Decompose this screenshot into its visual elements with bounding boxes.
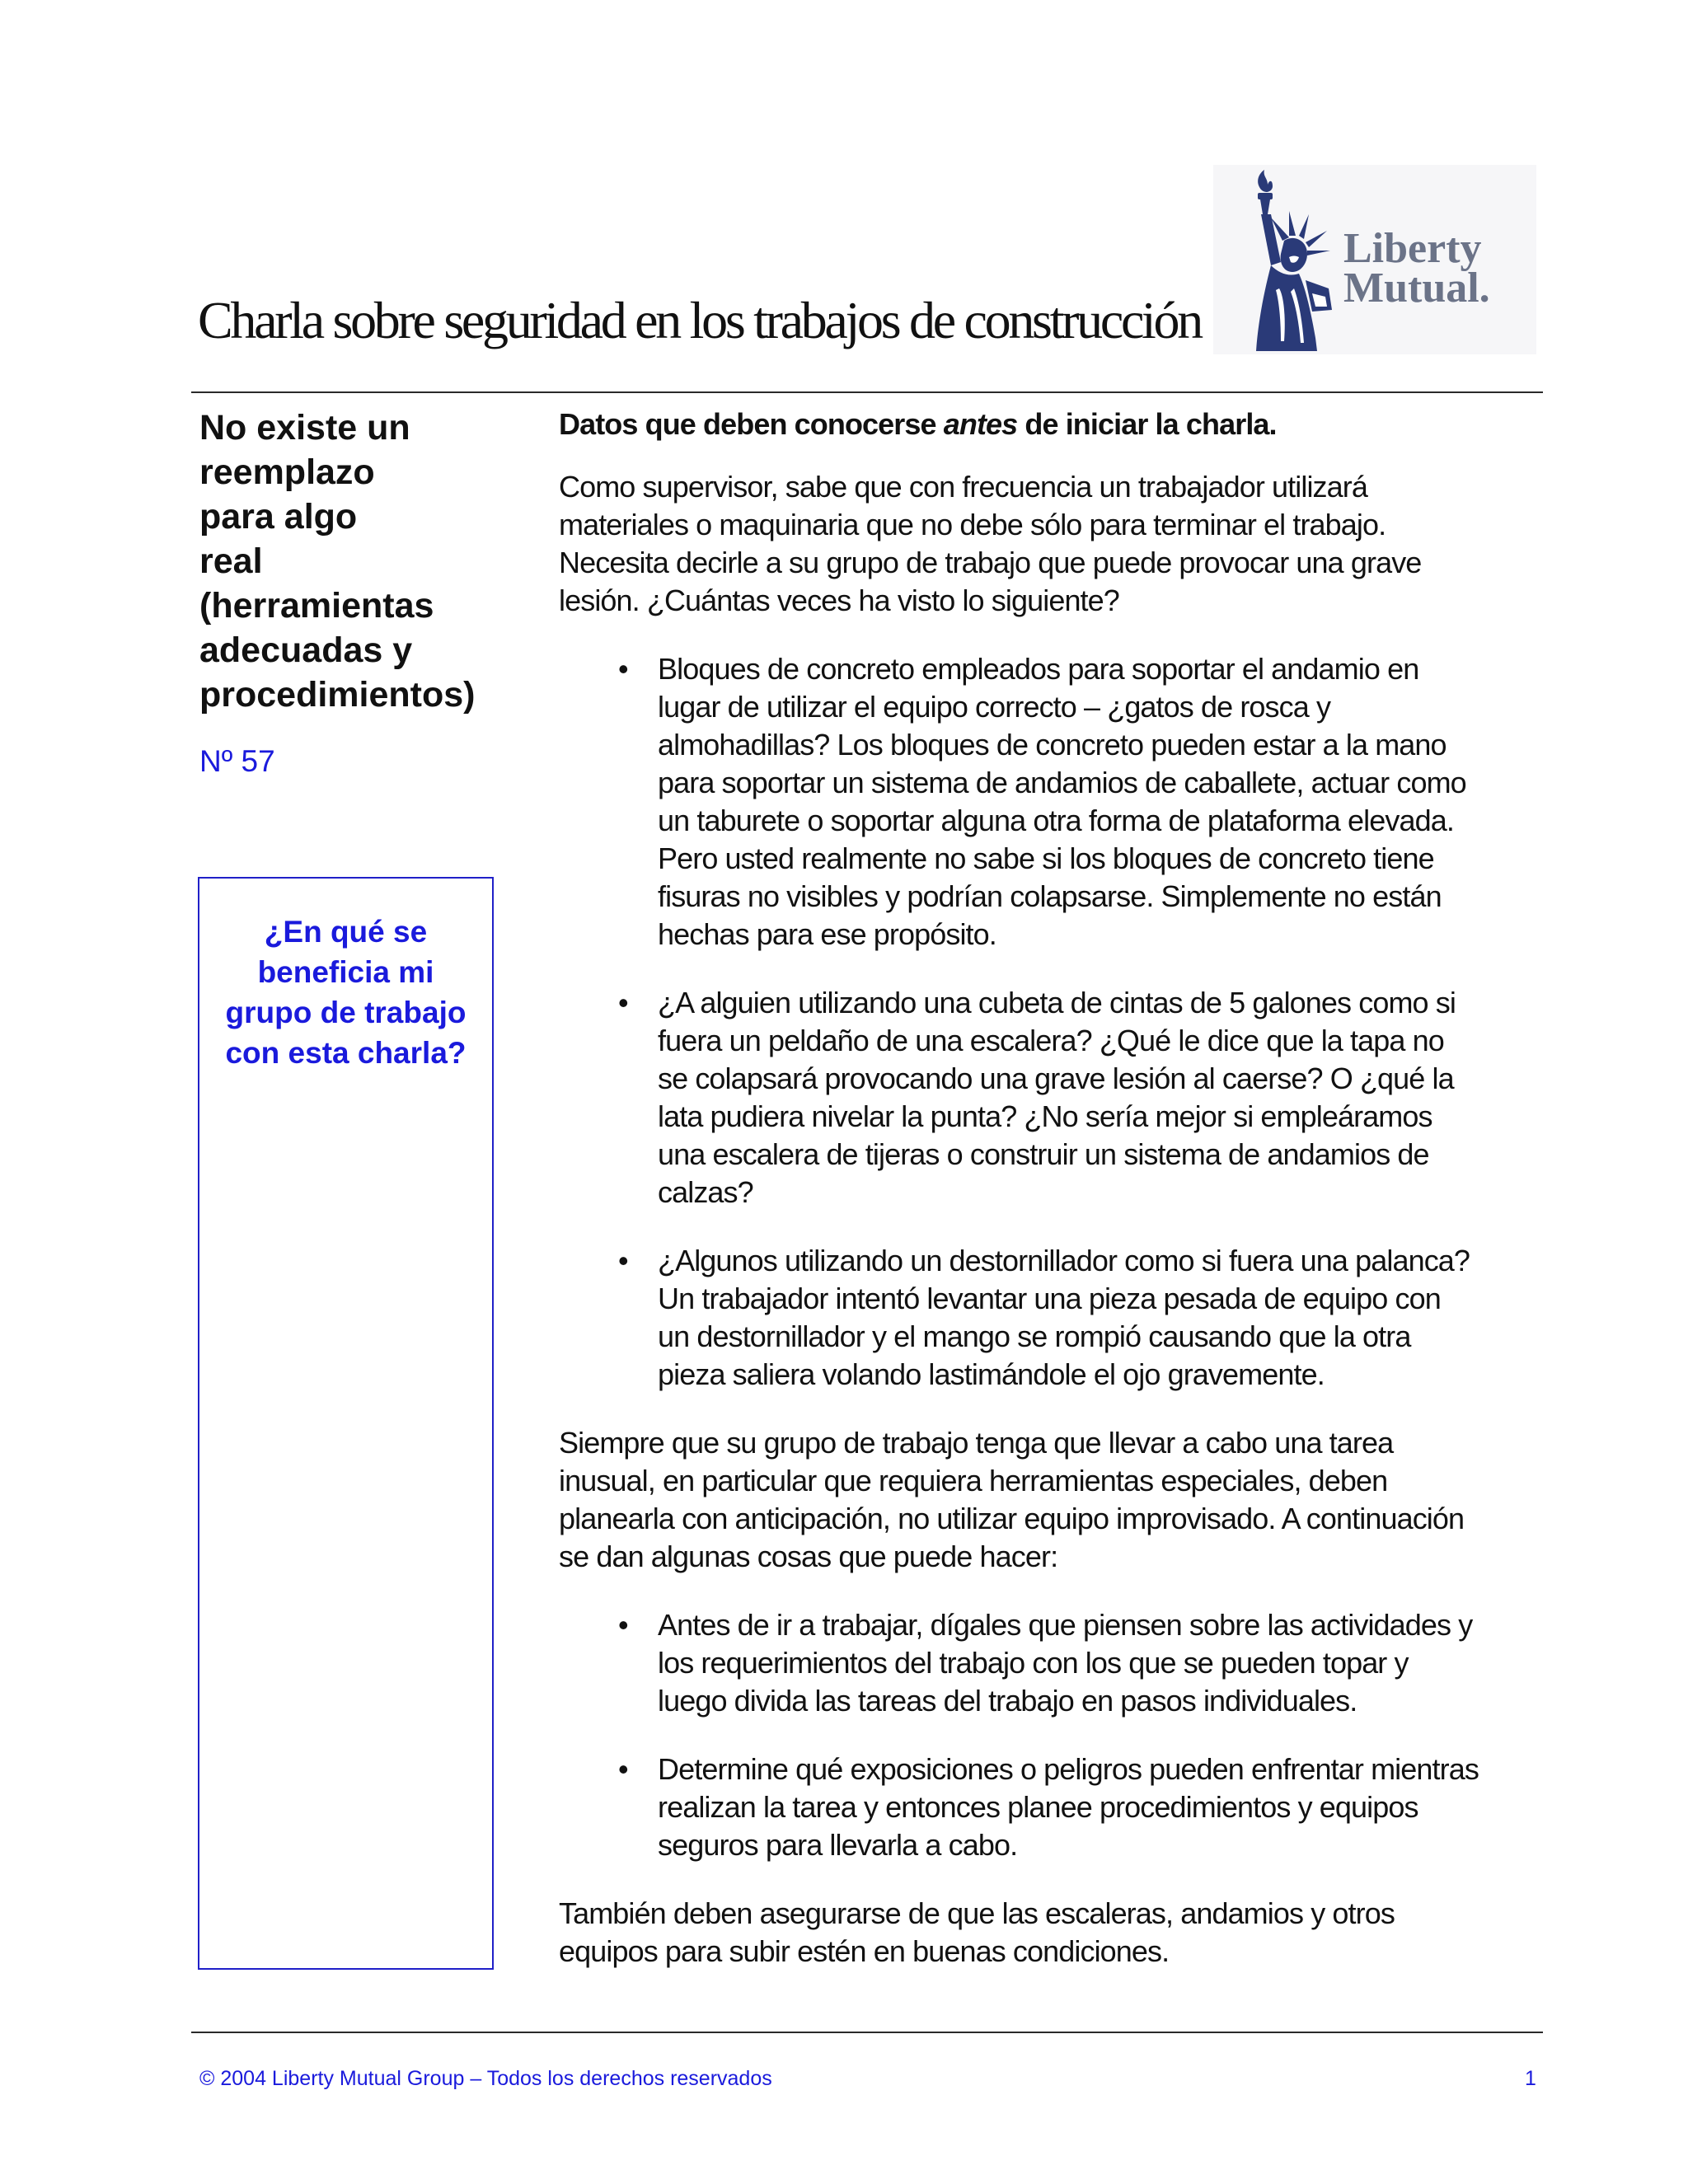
text-line: Antes de ir a trabajar, dígales que piensen sobre las actividades y — [658, 1608, 1473, 1642]
intro-paragraph — [559, 468, 1548, 620]
list-item — [559, 1750, 1548, 1864]
subhead-text: Datos que deben conocerse — [559, 407, 944, 441]
text-line: un destornillador y el mango se rompió causando que la otra — [658, 1319, 1411, 1353]
text-line: lugar de utilizar el equipo correcto – ¿gatos de rosca y — [658, 690, 1331, 724]
text-line: seguros para llevarla a cabo. — [658, 1828, 1018, 1862]
text-line: Como supervisor, sabe que con frecuencia un trabajador utilizará — [559, 470, 1367, 504]
benefit-box — [198, 877, 494, 1970]
heading-line: adecuadas y — [199, 630, 413, 670]
text-line: Siempre que su grupo de trabajo tenga que llevar a cabo una tarea — [559, 1426, 1394, 1460]
text-line: materiales o maquinaria que no debe sólo para terminar el trabajo. — [559, 508, 1386, 541]
text-line: lesión. ¿Cuántas veces ha visto lo siguiente? — [559, 583, 1119, 617]
text-line: realizan la tarea y entonces planee procedimientos y equipos — [658, 1790, 1418, 1824]
bullet-icon: • — [618, 1244, 628, 1277]
text-line: fuera un peldaño de una escalera? ¿Qué le dice que la tapa no — [658, 1024, 1444, 1057]
text-line: calzas? — [658, 1175, 753, 1209]
list-item — [559, 1242, 1548, 1394]
closing-paragraph — [559, 1895, 1548, 1971]
talk-topic-heading — [199, 405, 513, 717]
text-line: Determine qué exposiciones o peligros pueden enfrentar mientras — [658, 1752, 1479, 1786]
page-number: 1 — [1525, 2067, 1536, 2090]
benefit-question — [199, 879, 492, 1073]
benefit-line: ¿En qué se — [264, 915, 428, 949]
benefit-line: con esta charla? — [225, 1036, 467, 1070]
section-subheading — [559, 405, 1548, 443]
footer-divider — [191, 2032, 1543, 2033]
subhead-emphasis: antes — [943, 407, 1018, 441]
heading-line: real — [199, 541, 263, 581]
main-content — [559, 405, 1548, 1971]
text-line: También deben asegurarse de que las escaleras, andamios y otros — [559, 1896, 1395, 1930]
subhead-text: de iniciar la charla. — [1017, 407, 1277, 441]
text-line: planearla con anticipación, no utilizar equipo improvisado. A continuación — [559, 1502, 1465, 1535]
text-line: equipos para subir estén en buenas condiciones. — [559, 1934, 1170, 1968]
text-line: para soportar un sistema de andamios de caballete, actuar como — [658, 766, 1466, 799]
text-line: pieza saliera volando lastimándole el ojo gravemente. — [658, 1357, 1325, 1391]
list-item — [559, 650, 1548, 954]
heading-line: reemplazo — [199, 452, 375, 492]
actions-list — [559, 1606, 1548, 1864]
planning-paragraph — [559, 1424, 1548, 1576]
heading-line: procedimientos) — [199, 675, 476, 715]
text-line: un taburete o soportar alguna otra forma de plataforma elevada. — [658, 804, 1454, 837]
text-line: ¿A alguien utilizando una cubeta de cintas de 5 galones como si — [658, 986, 1456, 1019]
talk-number: Nº 57 — [199, 744, 275, 778]
text-line: Bloques de concreto empleados para soportar el andamio en — [658, 652, 1419, 686]
heading-line: para algo — [199, 497, 358, 537]
liberty-mutual-logo — [1213, 165, 1536, 354]
bullet-icon: • — [618, 1752, 628, 1786]
list-item — [559, 984, 1548, 1212]
benefit-line: grupo de trabajo — [225, 996, 467, 1029]
logo-line-liberty: Liberty — [1343, 225, 1482, 272]
text-line: Necesita decirle a su grupo de trabajo que puede provocar una grave — [559, 546, 1422, 579]
heading-line: (herramientas — [199, 586, 434, 626]
examples-list — [559, 650, 1548, 1394]
text-line: hechas para ese propósito. — [658, 917, 996, 951]
logo-line-mutual: Mutual. — [1343, 265, 1490, 312]
text-line: inusual, en particular que requiera herramientas especiales, deben — [559, 1464, 1388, 1497]
text-line: luego divida las tareas del trabajo en pasos individuales. — [658, 1684, 1357, 1718]
bullet-icon: • — [618, 652, 628, 686]
benefit-line: beneficia mi — [257, 955, 434, 989]
bullet-icon: • — [618, 1608, 628, 1642]
logo-wordmark — [1343, 225, 1490, 312]
text-line: una escalera de tijeras o construir un sistema de andamios de — [658, 1137, 1429, 1171]
heading-line: No existe un — [199, 408, 410, 448]
header-divider — [191, 391, 1543, 393]
copyright-notice: © 2004 Liberty Mutual Group – Todos los derechos reservados — [199, 2067, 772, 2090]
text-line: lata pudiera nivelar la punta? ¿No sería mejor si empleáramos — [658, 1099, 1432, 1133]
text-line: fisuras no visibles y podrían colapsarse. Simplemente no están — [658, 879, 1442, 913]
page-title: Charla sobre seguridad en los trabajos de construcción — [198, 291, 1201, 349]
text-line: Un trabajador intentó levantar una pieza pesada de equipo con — [658, 1282, 1441, 1315]
text-line: Pero usted realmente no sabe si los bloques de concreto tiene — [658, 841, 1434, 875]
list-item — [559, 1606, 1548, 1720]
text-line: los requerimientos del trabajo con los que se pueden topar y — [658, 1646, 1409, 1680]
text-line: se dan algunas cosas que puede hacer: — [559, 1540, 1058, 1573]
text-line: almohadillas? Los bloques de concreto pueden estar a la mano — [658, 728, 1447, 762]
text-line: se colapsará provocando una grave lesión al caerse? O ¿qué la — [658, 1062, 1454, 1095]
bullet-icon: • — [618, 986, 628, 1019]
text-line: ¿Algunos utilizando un destornillador como si fuera una palanca? — [658, 1244, 1470, 1277]
